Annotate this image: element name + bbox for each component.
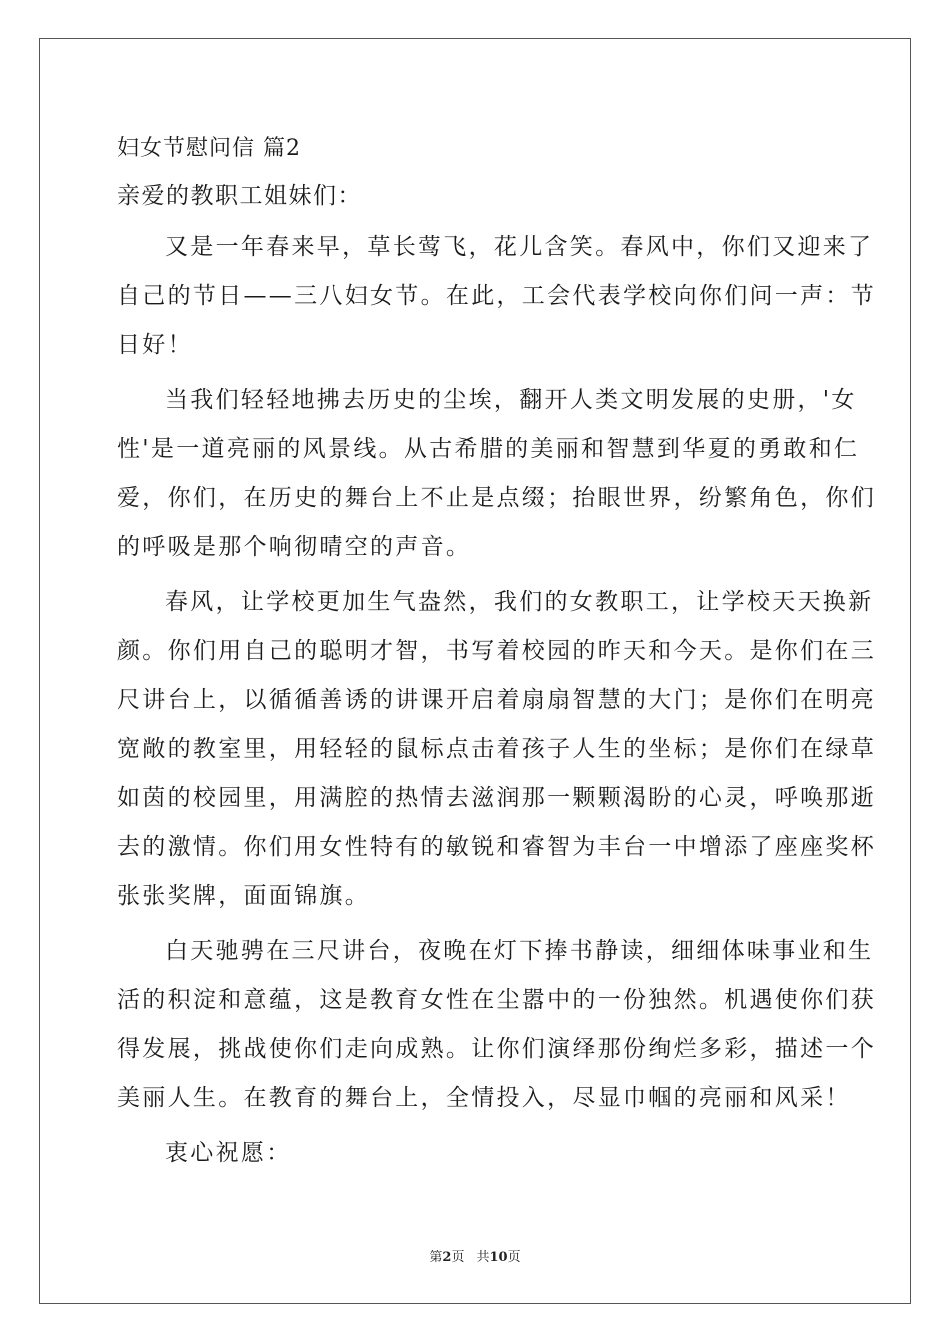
closing-line: 衷心祝愿： xyxy=(165,1140,292,1166)
paragraph-line: 宽敞的教室里，用轻轻的鼠标点击着孩子人生的坐标；是你们在绿草 xyxy=(117,736,876,762)
total-pages: 10 xyxy=(489,1250,508,1265)
paragraph-line: 自己的节日——三八妇女节。在此，工会代表学校向你们问一声：节 xyxy=(117,283,876,309)
paragraph-line: 张张奖牌，面面锦旗。 xyxy=(117,883,370,909)
paragraph-line: 的呼吸是那个响彻晴空的声音。 xyxy=(117,534,472,560)
letter-body xyxy=(117,127,876,1178)
paragraph-line: 又是一年春来早，草长莺飞，花儿含笑。春风中，你们又迎来了 xyxy=(165,234,874,260)
paragraph-line: 如茵的校园里，用满腔的热情去滋润那一颗颗渴盼的心灵，呼唤那逝 xyxy=(117,785,876,811)
paragraph-line: 白天驰骋在三尺讲台，夜晚在灯下捧书静读，细细体味事业和生 xyxy=(165,938,874,964)
page-suffix: 页 xyxy=(451,1250,465,1265)
paragraph-line: 性'是一道亮丽的风景线。从古希腊的美丽和智慧到华夏的勇敢和仁 xyxy=(117,436,860,462)
paragraph-line: 当我们轻轻地拂去历史的尘埃，翻开人类文明发展的史册，'女 xyxy=(165,387,857,413)
paragraph-line: 得发展，挑战使你们走向成熟。让你们演绎那份绚烂多彩，描述一个 xyxy=(117,1036,876,1062)
paragraph-line: 春风，让学校更加生气盎然，我们的女教职工，让学校天天换新 xyxy=(165,589,874,615)
salutation: 亲爱的教职工姐妹们： xyxy=(117,183,362,209)
total-prefix: 共 xyxy=(476,1250,490,1265)
paragraph-line: 活的积淀和意蕴，这是教育女性在尘嚣中的一份独然。机遇使你们获 xyxy=(117,987,876,1013)
paragraph-4 xyxy=(117,927,876,1123)
paragraph-line: 尺讲台上，以循循善诱的讲课开启着扇扇智慧的大门；是你们在明亮 xyxy=(117,687,876,713)
paragraph-line: 爱，你们，在历史的舞台上不止是点缀；抬眼世界，纷繁角色，你们 xyxy=(117,485,876,511)
page-prefix: 第 xyxy=(429,1250,443,1265)
document-title: 妇女节慰问信 篇2 xyxy=(117,136,301,161)
paragraph-3 xyxy=(117,578,876,921)
paragraph-line: 去的激情。你们用女性特有的敏锐和睿智为丰台一中增添了座座奖杯 xyxy=(117,834,876,860)
paragraph-1 xyxy=(117,223,876,370)
paragraph-line: 日好！ xyxy=(117,332,193,358)
paragraph-2 xyxy=(117,376,876,572)
total-suffix: 页 xyxy=(507,1250,521,1265)
page-footer xyxy=(0,1246,950,1265)
page-number: 2 xyxy=(442,1250,452,1265)
paragraph-line: 美丽人生。在教育的舞台上，全情投入，尽显巾帼的亮丽和风采！ xyxy=(117,1085,851,1111)
paragraph-line: 颜。你们用自己的聪明才智，书写着校园的昨天和今天。是你们在三 xyxy=(117,638,876,664)
